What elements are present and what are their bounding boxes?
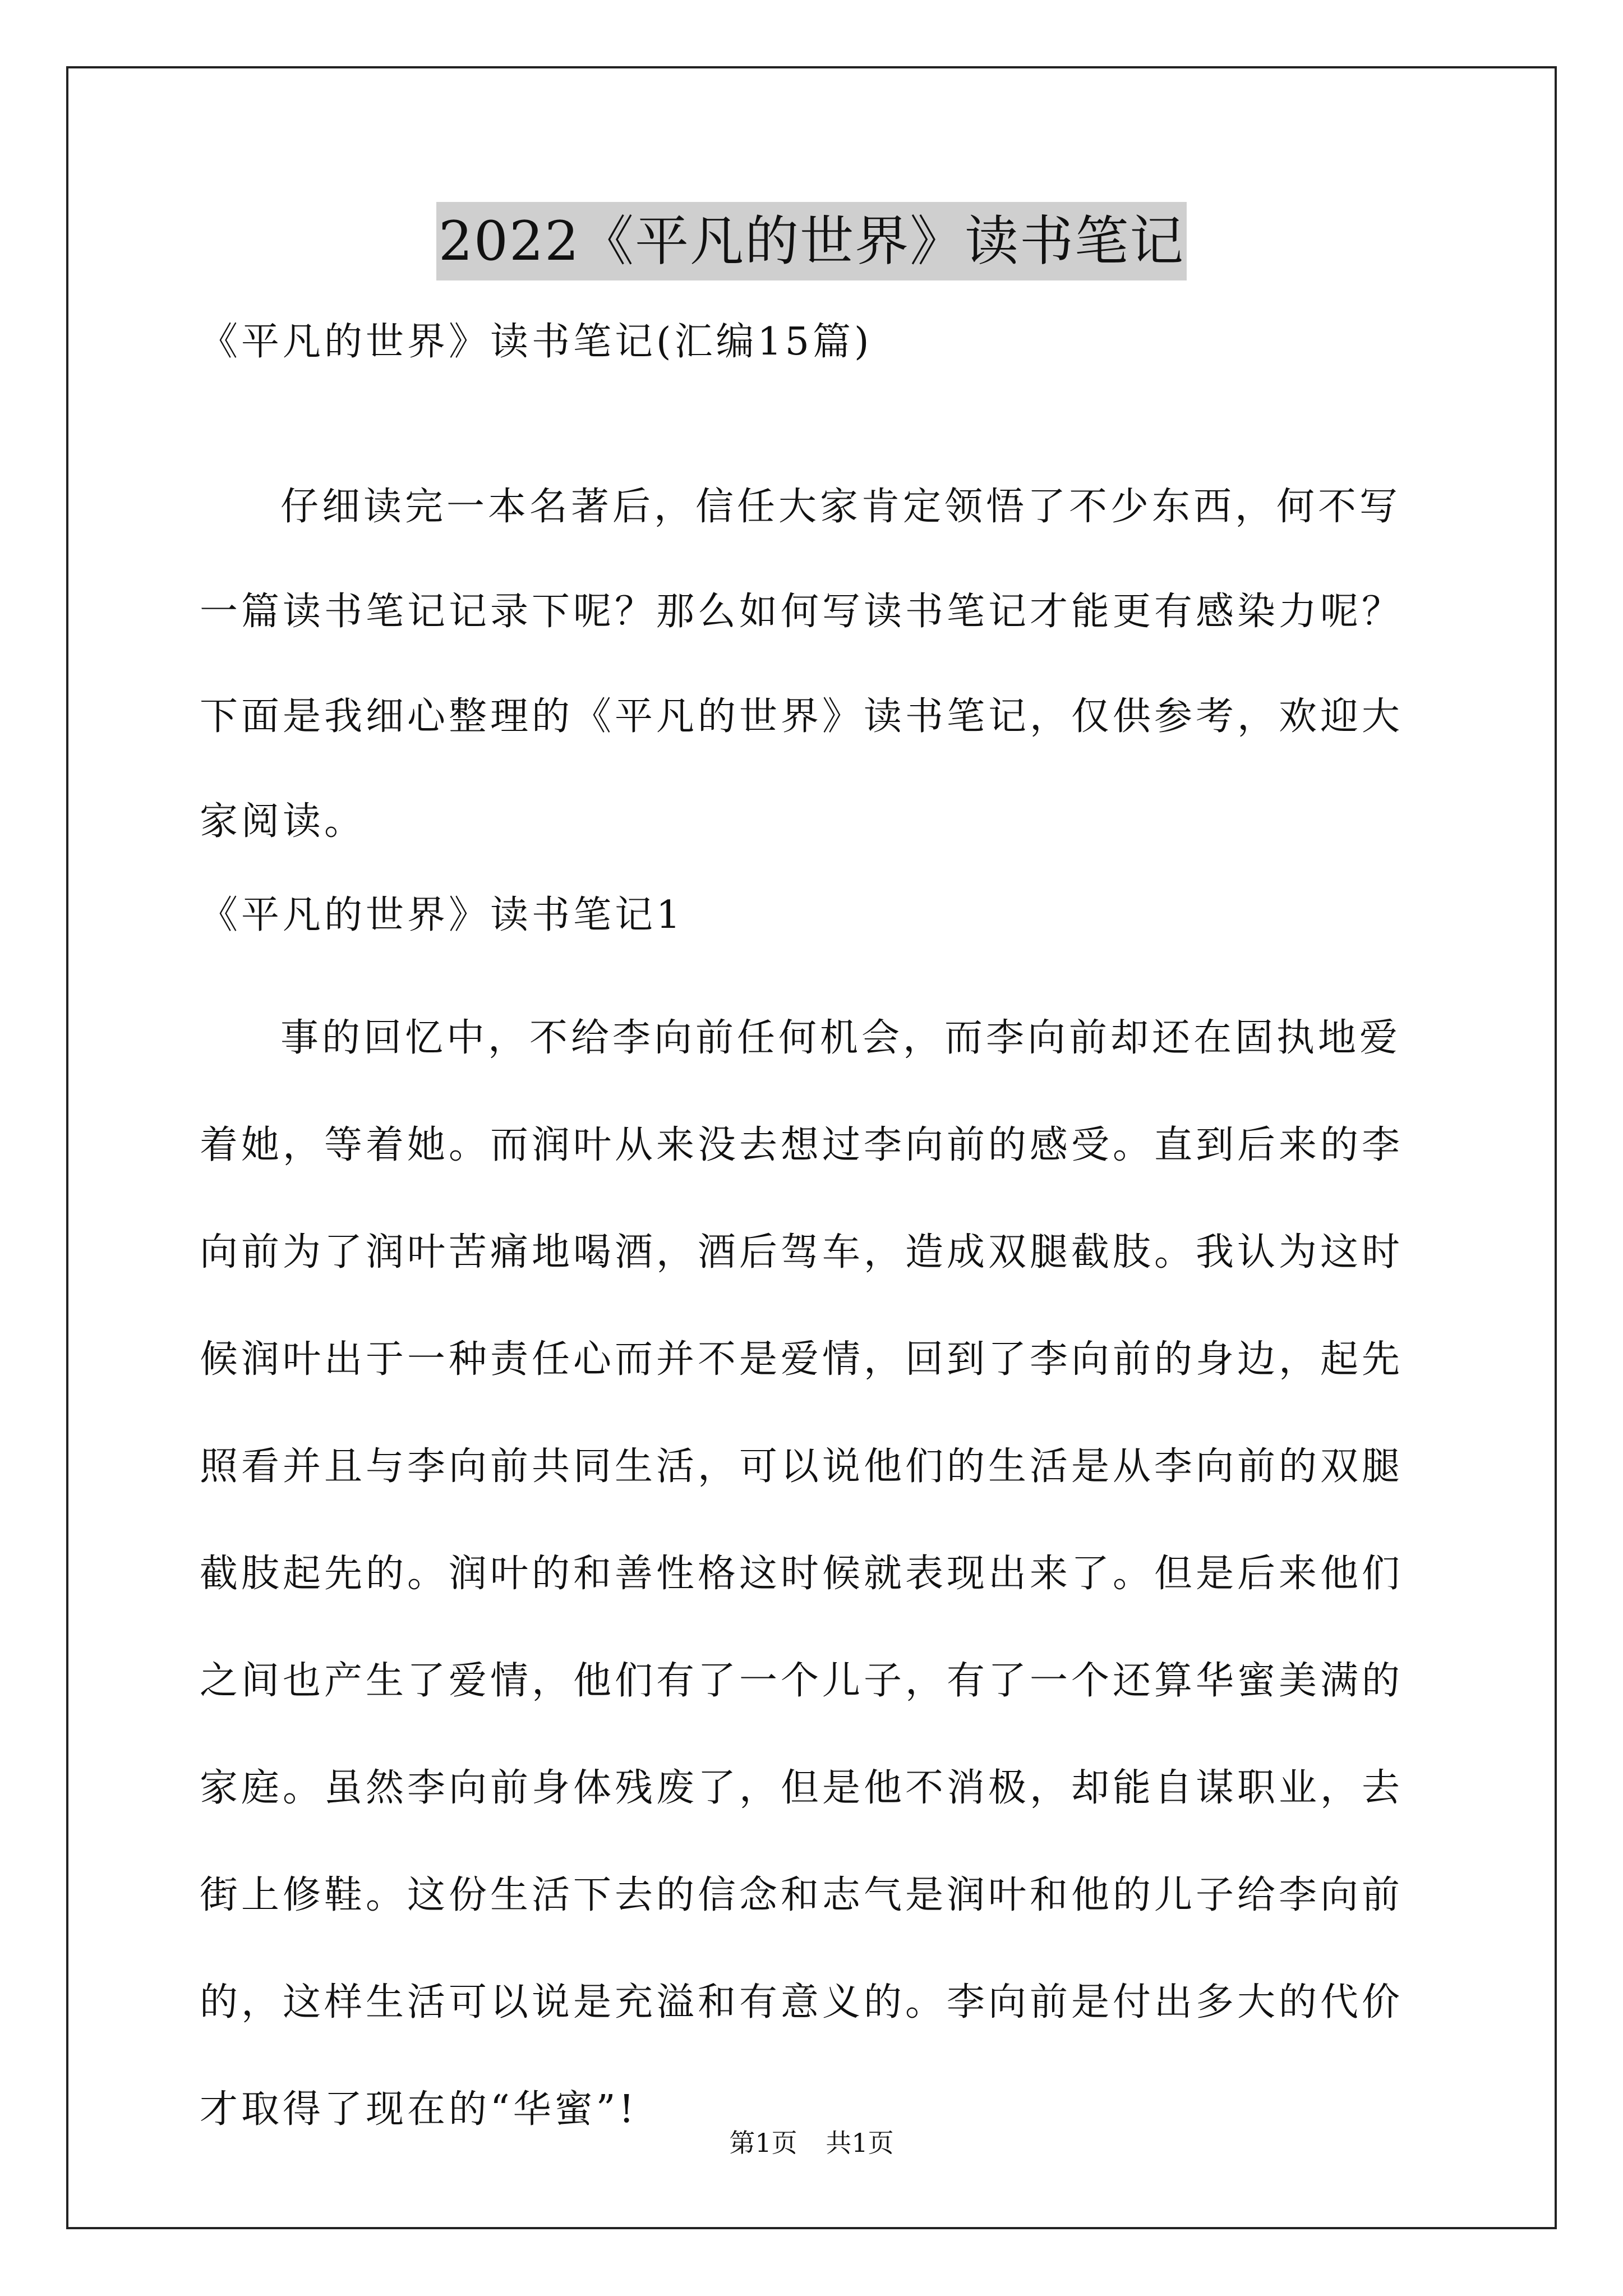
document-subtitle: 《平凡的世界》读书笔记(汇编15篇) [200,320,873,364]
section-heading: 《平凡的世界》读书笔记1 [200,893,684,937]
page-number-total: 共1页 [826,2128,894,2158]
page-number-current: 第1页 [729,2128,797,2158]
intro-paragraph: 仔细读完一本名著后，信任大家肯定领悟了不少东西，何不写一篇读书笔记记录下呢？那么如何写读书笔记才能更有感染力呢？下面是我细心整理的《平凡的世界》读书笔记，仅供参考，欢迎大家阅读。 [200,485,1404,844]
page-footer [0,2126,1623,2160]
document-title: 2022《平凡的世界》读书笔记 [436,202,1187,280]
section-paragraph: 事的回忆中，不给李向前任何机会，而李向前却还在固执地爱着她，等着她。而润叶从来没去想过李向前的感受。直到后来的李向前为了润叶苦痛地喝酒，酒后驾车，造成双腿截肢。我认为这时候润叶出于一种责任心而并不是爱情，回到了李向前的身边，起先照看并且与李向前共同生活，可以说他们的生活是从李向前的双腿截肢起先的。润叶的和善性格这时候就表现出来了。但是后来他们之间也产生了爱情，他们有了一个儿子，有了一个还算华蜜美满的家庭。虽然李向前身体残废了，但是他不消极，却能自谋职业，去街上修鞋。这份生活下去的信念和志气是润叶和他的儿子给李向前的，这样生活可以说是充溢和有意义的。李向前是付出多大的代价才取得了现在的“华蜜”! [200,1016,1404,2132]
title-container [0,202,1623,280]
